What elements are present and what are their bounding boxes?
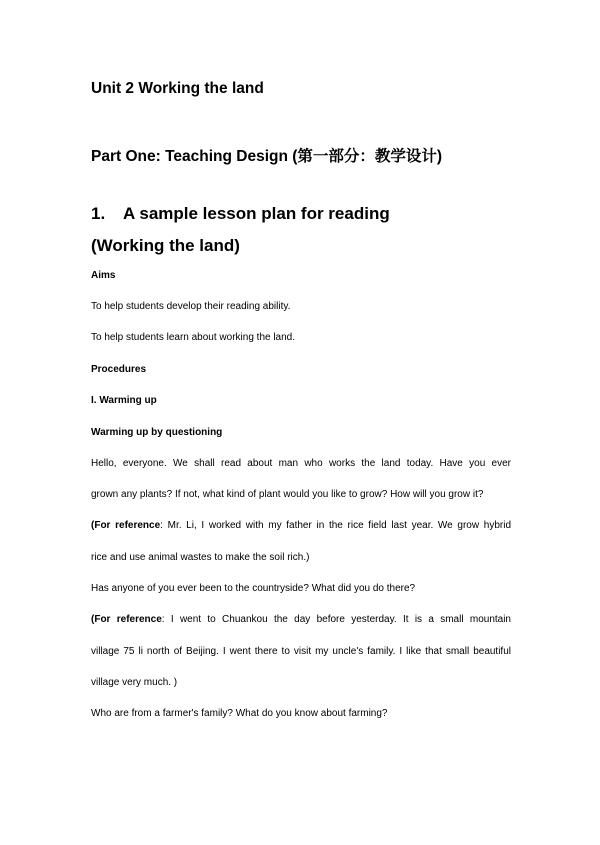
question-line: Who are from a farmer's family? What do you know about farming?	[91, 708, 388, 719]
part-title: Part One: Teaching Design (第一部分：教学设计)	[91, 148, 443, 165]
reference-text: : I went to Chuankou the day before yesterday. It is a small mountain	[161, 614, 511, 625]
question-line: Has anyone of you ever been to the countryside? What did you do there?	[91, 583, 416, 594]
paragraph-line: grown any plants? If not, what kind of plant would you like to grow? How will you grow it?	[91, 489, 484, 500]
section-title: A sample lesson plan for reading	[123, 204, 390, 223]
reference-label: (For reference	[91, 520, 161, 531]
reference-label: (For reference	[91, 614, 162, 625]
step-subheading: Warming up by questioning	[91, 427, 223, 438]
reference-text: : Mr. Li, I worked with my father in the rice field last year. We grow hybrid	[160, 520, 512, 531]
section-subtitle: (Working the land)	[91, 236, 240, 255]
paragraph-line: village very much. )	[91, 677, 178, 688]
aim-item: To help students develop their reading ability.	[91, 301, 291, 312]
unit-title: Unit 2 Working the land	[91, 80, 264, 97]
procedures-heading: Procedures	[91, 364, 147, 375]
step-heading: I. Warming up	[91, 395, 157, 406]
paragraph-line: village 75 li north of Beijing. I went there to visit my uncle's family. I like that small beautiful	[91, 646, 511, 657]
reference-line	[91, 520, 511, 531]
paragraph-line: Hello, everyone. We shall read about man who works the land today. Have you ever	[91, 458, 511, 469]
section-heading	[91, 204, 390, 224]
aim-item: To help students learn about working the land.	[91, 332, 296, 343]
paragraph-line: rice and use animal wastes to make the soil rich.)	[91, 552, 310, 563]
section-number: 1.	[91, 204, 106, 223]
aims-heading: Aims	[91, 270, 116, 281]
reference-line	[91, 614, 511, 625]
